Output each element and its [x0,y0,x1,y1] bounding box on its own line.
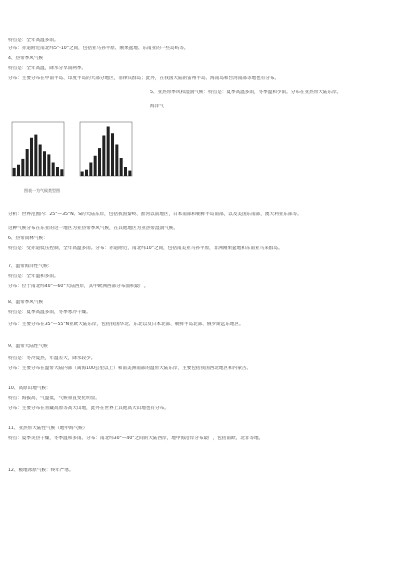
text-line: 分布：主要分布在中南半岛、印度半岛的大部分地区，菲律宾群岛；此外，在我国大陆的雷州半岛、海南岛和台湾南部等地也有分布。 [8,76,280,81]
chart-bar [85,170,88,176]
climate-charts [6,120,136,200]
chart-bar [98,148,101,176]
text-line: 特点是：全年高温，降水分旱雨两季。 [8,66,87,71]
chart-bar [120,158,123,176]
text-line: 这种气候分布在东亚的这一地区为亚热带季风气候，在其他地区为亚热带湿润气候。 [8,226,178,231]
chart-bar [34,135,37,176]
section-heading: 8、温带季风气候 [8,300,44,305]
chart-bar [39,145,42,177]
text-line: 特点是：冬冷夏热，年温差大，降水较少。 [8,356,96,361]
chart-bar [94,156,97,176]
chart-bar [47,154,50,176]
climate-chart-right [74,120,134,184]
chart-bar [128,171,131,176]
section-heading: 9、温带大陆性气候 [8,344,48,349]
text-line: 海洋气 [150,104,164,109]
chart-bar [56,167,59,176]
chart-bar [107,127,110,177]
chart-bar [26,149,29,176]
text-line: 12、极地冰原气候：终年严寒。 [8,468,74,473]
chart-bar [111,133,114,176]
text-line: 分布：赤道附近南北纬5°-10°之间，包括亚马孙平原、刚果盆地、东南亚的一些岛屿等。 [8,46,189,51]
text-line: 特点是：全年温和多雨。 [8,274,59,279]
chart-bar [102,136,105,177]
chart-bar [89,163,92,177]
chart-bar [43,151,46,176]
section-heading: 11、亚热带大陆性气候（地中海气候） [8,426,88,431]
chart-bar [52,163,55,177]
chart-bar [115,145,118,177]
text-line: 分布：位于南北纬40°—60°大陆西岸，其中欧洲西部分布面积最广。 [8,284,149,289]
text-line: 特点是：夏季高温多雨，冬季寒冷干燥。 [8,310,91,315]
text-line: 特点是：全年高温多雨。 [8,38,59,43]
text-line: 分布：主要分布在温带大陆内部（离海100公里以上）和南美洲南部的温带大陆东岸，主要包括我国西北地区和内蒙古。 [8,366,252,371]
chart-caption: 图表一为气候类型图 [24,188,60,193]
chart-bar [13,168,16,176]
text-line: 分析：世界范围内：25°—35°N、S的大陆东岸，包括我国秦岭、淮河以南地区，日本南部和朝鲜半岛南部，以及美国东南部，澳大利亚东部等。 [8,212,302,217]
section-heading: 7、温带海洋性气候： [8,264,53,269]
chart-bar [17,165,20,176]
section-heading: 4、热带季风气候 [8,56,44,61]
text-line: 分布：主要分布在35°—55°N亚欧大陆东岸，包括我国华北、东北以及日本北部、朝鲜半岛北部、俄罗斯远东地区。 [8,322,244,327]
section-heading: 10、高原山地气候： [8,386,51,391]
text-line: 分布：主要分布在青藏高原等高大山地，此外在世界上其他高大山地也有分布。 [8,406,169,411]
chart-bar [60,169,63,176]
section-heading: 6、热带雨林气候： [8,236,48,241]
chart-bar [30,138,33,176]
chart-bar [81,172,84,177]
text-line: 5、亚热带季风和湿润气候：特点是：夏季高温多雨，冬季温和少雨。分布在亚热带大陆东岸。 [150,90,342,95]
text-line: 特点：夏季炎热干燥，冬季温和多雨。分布：南北纬30°—40°之间的大陆西岸，地中海沿岸分布最广，包括南欧、北非等地。 [8,436,264,441]
chart-bar [124,167,127,176]
chart-bar [21,159,24,176]
text-line: 特点是：受赤道低压控制，全年高温多雨。分布：赤道附近，南北纬10°之间，包括南美亚马孙平原，非洲刚果盆地和东南亚马来群岛。 [8,246,283,251]
climate-chart-left [6,120,66,184]
text-line: 特点：海拔高，气温低，气候垂直变化明显。 [8,396,100,401]
